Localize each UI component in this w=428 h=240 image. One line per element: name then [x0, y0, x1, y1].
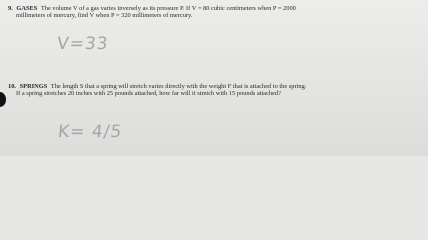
problem-10-title: SPRINGS	[19, 83, 48, 90]
problem-9-handwritten-answer: V=33	[55, 34, 110, 54]
problem-10-number: 10.	[8, 83, 16, 90]
problem-9-text-1: The volume V of a gas varies inversely as its pressure P. If V = 80 cubic centimeters when P = 2000	[40, 5, 296, 12]
problem-10-text-2: If a spring stretches 20 inches with 25 pounds attached, how far will it stretch with 15 pounds attached?	[16, 90, 281, 97]
problem-10-line-1	[8, 83, 308, 90]
problem-9-title: GASES	[16, 5, 38, 12]
problem-9-number: 9.	[8, 5, 13, 12]
problem-10-text-1: The length S that a spring will stretch varies directly with the weight F that is attached to the spring.	[50, 83, 307, 90]
binder-hole	[0, 92, 6, 107]
problem-9-line-1	[8, 5, 298, 12]
problem-10-handwritten-answer: K= 4/5	[56, 122, 124, 142]
problem-9-text-2: millimeters of mercury, find V when P = 320 millimeters of mercury.	[16, 12, 193, 19]
